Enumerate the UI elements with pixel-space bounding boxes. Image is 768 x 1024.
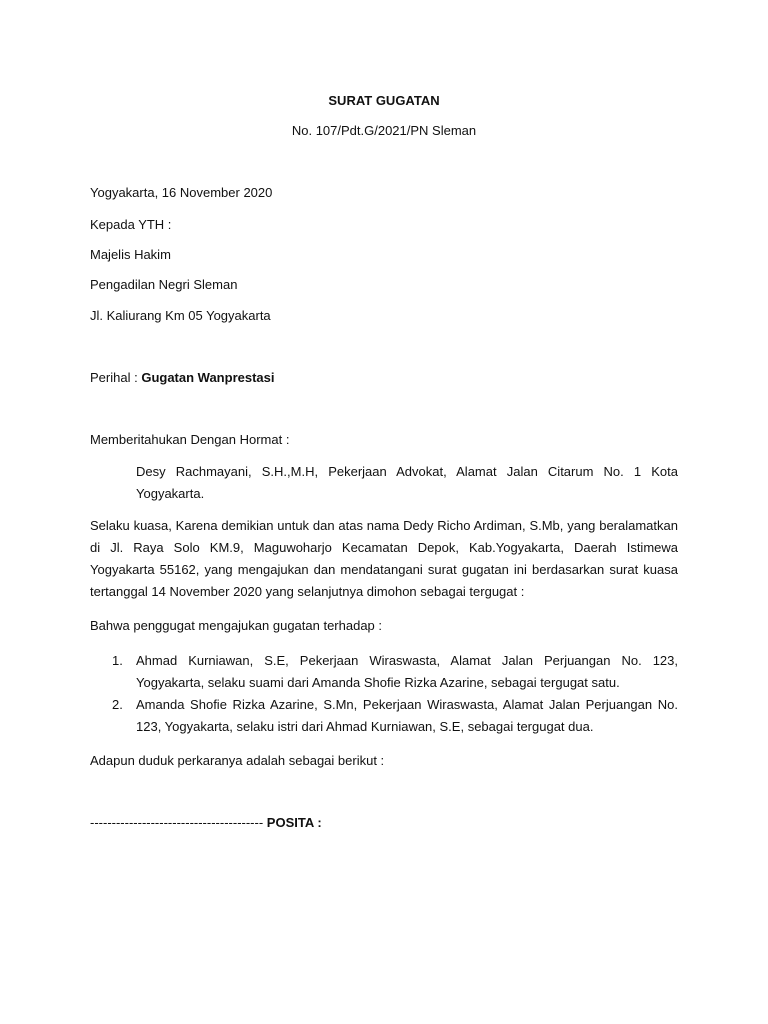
subject-line — [90, 367, 678, 389]
subject-label: Perihal : — [90, 369, 138, 385]
list-item — [90, 694, 678, 738]
recipient-line-3: Jl. Kaliurang Km 05 Yogyakarta — [90, 307, 271, 323]
list-number: 1. — [112, 652, 123, 668]
place-date: Yogyakarta, 16 November 2020 — [90, 185, 273, 201]
greeting: Memberitahukan Dengan Hormat : — [90, 431, 290, 447]
defendants-list — [90, 650, 678, 738]
recipient-line-1: Majelis Hakim — [90, 247, 171, 263]
case-intro: Adapun duduk perkaranya adalah sebagai berikut : — [90, 752, 385, 768]
posita-label: POSITA : — [266, 814, 322, 830]
recipient-line-2: Pengadilan Negri Sleman — [90, 277, 238, 293]
posita-dashes: ---------------------------------------- — [90, 814, 264, 830]
kuasa-paragraph: Selaku kuasa, Karena demikian untuk dan atas nama Dedy Richo Ardiman, S.Mb, yang beralamatkan di Jl. Raya Solo KM.9, Maguwoharjo Kecamatan Depok, Kab.Yogyakarta, Daerah Istimewa Yogyakarta 55162, yang mengajukan dan mendatangani surat gugatan ini berdasarkan surat kuasa tertanggal 14 November 2020 yang selanjutnya dimohon sebagai tergugat : — [90, 518, 678, 600]
lawyer-paragraph: Desy Rachmayani, S.H.,M.H, Pekerjaan Advokat, Alamat Jalan Citarum No. 1 Kota Yogyakarta. — [136, 463, 678, 501]
list-item — [90, 650, 678, 694]
posita-heading — [90, 812, 678, 834]
list-number: 2. — [112, 696, 123, 712]
list-text: Ahmad Kurniawan, S.E, Pekerjaan Wiraswasta, Alamat Jalan Perjuangan No. 123, Yogyakarta, selaku suami dari Amanda Shofie Rizka Azarine, sebagai tergugat satu. — [136, 652, 678, 690]
case-number: No. 107/Pdt.G/2021/PN Sleman — [291, 123, 477, 139]
defendants-intro: Bahwa penggugat mengajukan gugatan terhadap : — [90, 618, 383, 634]
list-text: Amanda Shofie Rizka Azarine, S.Mn, Pekerjaan Wiraswasta, Alamat Jalan Perjuangan No. 123, Yogyakarta, selaku istri dari Ahmad Kurniawan, S.E, sebagai tergugat dua. — [136, 696, 678, 734]
document-title: SURAT GUGATAN — [328, 93, 440, 108]
recipient-label: Kepada YTH : — [90, 217, 172, 233]
document-page — [90, 90, 678, 834]
subject-value: Gugatan Wanprestasi — [141, 369, 275, 385]
